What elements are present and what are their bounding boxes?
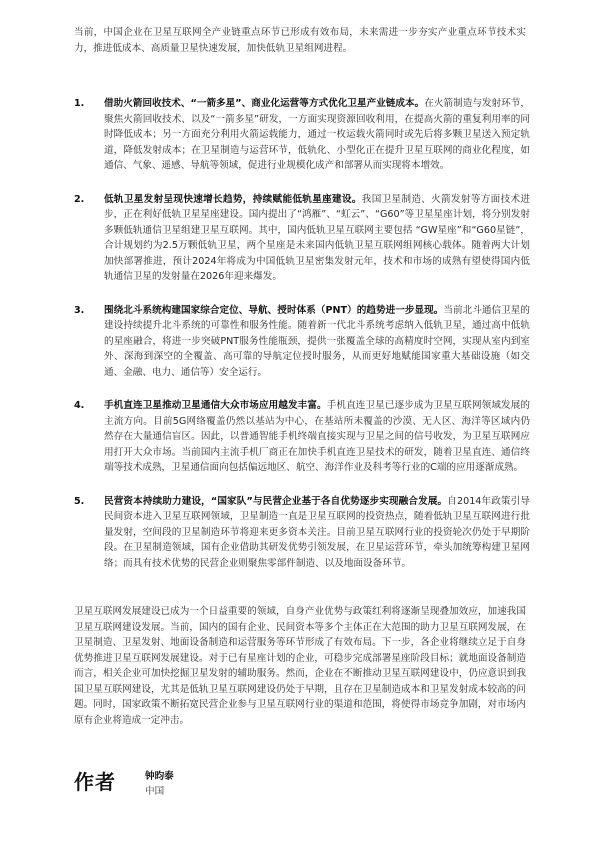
list-item-body: 当前北斗通信卫星的建设持续提升北斗系统的可靠性和服务性能。随着新一代北斗系统考虑纳入低轨卫星，通过高中低轨的星座融合，将进一步突破PNT服务性能瓶颈，提供一张覆盖全球的高精度时空网，实现从室内到室外、深海到深空的全覆盖、高可靠的导航定位授时服务，从而更好地赋能国家重大基础设施（如交通、金融、电力、通信等）安全运行。 bbox=[104, 304, 530, 378]
list-item-body: 我国卫星制造、火箭发射等方面技术进步，正在利好低轨卫星星座建设。国内提出了“鸿雁”、“虹云”、“G60”等卫星星座计划，将分别发射多颗低轨通信卫星组建卫星互联网。其中，国内低轨卫星互联网主要包括 “GW星座”和“G60星链”，合计规划约为2.5万颗低轨卫星，两个星座是未来国内低轨卫星互联网组网核心载体。随着两大计划加快部署推进，预计2024年将成为中国低轨卫星密集发射元年，技术和市场的成熟有望使得国内低轨通信卫星的发射量在2026年迎来爆发。 bbox=[104, 193, 531, 282]
list-item-lead: 低轨卫星发射呈现快速增长趋势，持续赋能低轨星座建设。 bbox=[104, 193, 362, 205]
list-item-body: 手机直连卫星已逐步成为卫星互联网领域发展的主流方向。目前5G网络覆盖仍然以基站为中心，在基站所未覆盖的沙漠、无人区、海洋等区域内仍然存在大量通信盲区。因此，以普通智能手机终端直接实现与卫星之间的信号收发，为卫星互联网应用打开大众市场。当前国内主流手机厂商正在加快手机直连卫星技术的研发，随着卫星直连、通信终端等技术成熟，卫星通信面向包括偏远地区、航空、海洋作业及科考等行业的C端的应用逐渐成熟。 bbox=[104, 400, 531, 473]
list-item bbox=[74, 303, 530, 381]
list-item bbox=[74, 494, 530, 572]
author-country: 中国 bbox=[145, 786, 165, 797]
list-item-body: 自2014年政策引导民间资本进入卫星互联网领域，卫星制造一直是卫星互联网的投资热点，随着低轨卫星互联网进行批量发射，空间段的卫星制造环节将迎来更多资本关注。目前卫星互联网行业的投资轮次仍处于早期阶段。在卫星制造领域，国有企业借助其研发优势引领发展，在卫星运营环节，牵头加统筹构建卫星网络；而具有技术优势的民营企业则聚焦零部件制造、以及地面设备环节。 bbox=[104, 495, 530, 569]
list-item-lead: 围绕北斗系统构建国家综合定位、导航、授时体系（PNT）的趋势进一步显现。 bbox=[104, 304, 444, 316]
list-item bbox=[74, 398, 530, 476]
list-item-number: 3. bbox=[74, 304, 85, 316]
list-item-number: 5. bbox=[74, 495, 85, 507]
list-item-number: 1. bbox=[74, 98, 85, 109]
list-item-number: 2. bbox=[74, 193, 85, 205]
author-heading: 作者 bbox=[74, 770, 116, 794]
list-item bbox=[74, 192, 530, 285]
author-name: 钟昀泰 bbox=[145, 771, 174, 782]
list-item-number: 4. bbox=[74, 400, 85, 411]
conclusion-paragraph: 卫星互联网发展建设已成为一个日益重要的领域，自身产业优势与政策红利将逐渐呈现叠加效应，加速我国卫星互联网建设发展。当前，国内的国有企业、民间资本等多个主体正在大范围的助力卫星互联网发展，在卫星制造、卫星发射、地面设备制造和运营服务等环节形成了有效布局。下一步，各企业将继续立足于自身优势推进卫星互联网发展建设。对于已有星座计划的企业，可稳步完成部署星座阶段目标；就地面设备制造而言，相关企业可加快挖掘卫星发射的辅助服务。然而，企业在不断推动卫星互联网建设中，仍应意识到我国卫星互联网建设，尤其是低轨卫星互联网建设仍处于早期，且存在卫星制造成本和卫星发射成本较高的问题。同时，国家政策不断拓宽民营企业参与卫星互联网行业的渠道和范围，将使得市场竞争加剧，对市场内原有企业将造成一定冲击。 bbox=[74, 606, 526, 726]
list-item bbox=[74, 96, 530, 174]
key-points-list bbox=[74, 96, 530, 571]
list-item-lead: 民营资本持续助力建设，“国家队”与民营企业基于各自优势逐步实现融合发展。 bbox=[104, 495, 448, 507]
intro-paragraph: 当前，中国企业在卫星互联网全产业链重点环节已形成有效布局，未来需进一步夯实产业重点环节技术实力，推进低成本、高质量卫星快速发展，加快低轨卫星组网进程。 bbox=[74, 27, 526, 54]
list-item-lead: 手机直连卫星推动卫星通信大众市场应用越发丰富。 bbox=[104, 400, 327, 411]
list-item-body: 在火箭制造与发射环节，聚焦火箭回收技术、以及“一箭多星”研发，一方面实现资源回收利用，在提高火箭的重复利用率的同时降低成本；另一方面充分利用火箭运载能力，通过一枚运载火箭同时或先后将多颗卫星送入预定轨道，降低发射成本；在卫星制造与运营环节，低轨化、小型化正在提升卫星互联网的商业化程度，如通信、气象、遥感、导航等领域，促进行业规模化成产和部署从而实现将本增效。 bbox=[104, 98, 530, 171]
list-item-lead: 借助火箭回收技术、“一箭多星”、商业化运营等方式优化卫星产业链成本。 bbox=[104, 98, 425, 109]
